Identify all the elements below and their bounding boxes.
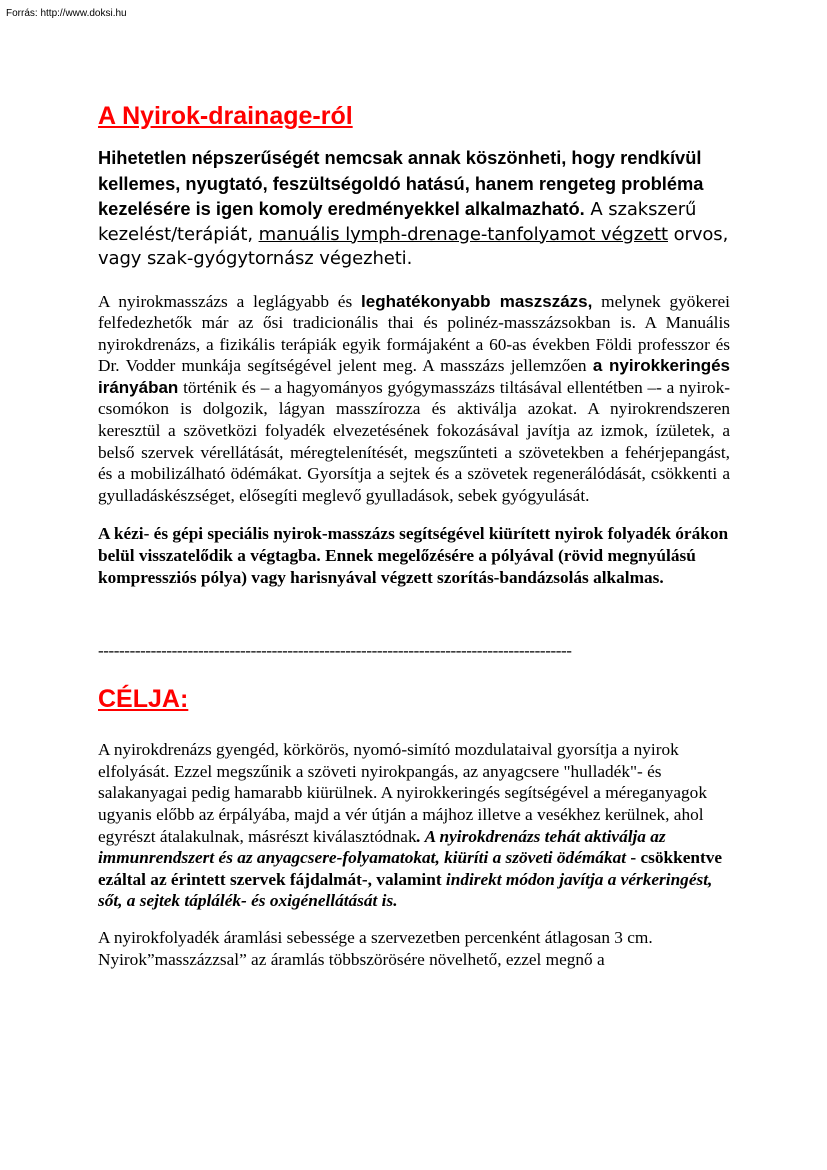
- para1-bold-2: a nyirokkeringés irányában: [98, 356, 730, 397]
- para3-bold-italic-1: . A nyirokdrenázs tehát aktiválja az immunrendszert és az anyagcsere-folyamatokat, kiüríti a szöveti ödémákat: [98, 826, 666, 868]
- section-title-celja: CÉLJA:: [98, 685, 189, 714]
- purpose-paragraph: [98, 739, 730, 912]
- intro-paragraph: [98, 146, 730, 272]
- para1-text-3: történik és – a hagyományos gyógymasszázs tiltásával ellentétben –- a nyirok-csomókon is dolgozik, lágyan masszírozza és aktiválja azokat. A nyirokrendszeren keresztül a szövetközi folyadék elvezetésének fokozásával javítja az izmok, ízületek, a belső szervek vérellátását, méregtelenítését, megszűnteti a szövetekben a fehérjepangást, és a mobilizálható ödémákat. Gyorsítja a sejtek és a szövetek regenerálódását, csökkenti a gyulladáskészséget, elősegíti meglevő gyulladások, sebek gyógyulását.: [98, 377, 730, 505]
- document-title: A Nyirok-drainage-ról: [98, 102, 353, 130]
- source-label: Forrás: http://www.doksi.hu: [6, 8, 127, 19]
- intro-text: A szakszerű kezelést/terápiát,: [98, 199, 697, 245]
- para1-text-2: melynek gyökerei felfedezhetők már az ősi tradicionális thai és polinéz-masszázsokban is. A Manuális nyirokdrenázs, a fizikális terápiák egyik formájaként a 60-as években Földi professzor és Dr. Vodder munkája segítségével jelent meg. A masszázs jellemzően: [98, 291, 730, 376]
- separator-line: ------------------------------------------------------------------------------------------: [98, 641, 572, 661]
- para1-bold-1: leghatékonyabb maszszázs,: [361, 291, 593, 311]
- para3-bold: - csökkentve ezáltal az érintett szervek fájdalmát-, valamint: [98, 848, 723, 889]
- intro-text-end: orvos, vagy szak-gyógytornász végezheti.: [98, 223, 729, 269]
- compression-paragraph: A kézi- és gépi speciális nyirok-masszázs segítségével kiürített nyirok folyadék órákon belül visszatelődik a végtagba. Ennek megelőzésére a pólyával (rövid megnyúlású kompressziós pólya) vagy harisnyával végzett szorítás-bandázsolás alkalmas.: [98, 524, 729, 587]
- massage-description-paragraph: [98, 291, 730, 507]
- flow-speed-paragraph: A nyirokfolyadék áramlási sebessége a szervezetben percenként átlagosan 3 cm. Nyirok”masszázzsal” az áramlás többszörösére növelhető, ezzel megnő a: [98, 927, 653, 969]
- para3-bold-italic-2: indirekt módon javítja a vérkeringést, sőt, a sejtek táplálék- és oxigénellátását is.: [98, 869, 713, 911]
- para1-text-1: A nyirokmasszázs a leglágyabb és: [98, 291, 362, 311]
- para3-text: A nyirokdrenázs gyengéd, körkörös, nyomó-simító mozdulataival gyorsítja a nyirok elfolyását. Ezzel megszűnik a szöveti nyirokpangás, az anyagcsere "hulladék"- és salakanyagai pedig hamarabb kiürülnek. A nyirokkeringés segítségével a méreganyagok ugyanis előbb az érpályába, majd a vér útján a májhoz illetve a vesékhez kerülnek, ahol egyrészt átalakulnak, másrészt kiválasztódnak: [98, 740, 707, 846]
- document-page: [98, 98, 730, 970]
- course-link[interactable]: manuális lymph-drenage-tanfolyamot végzett: [258, 223, 668, 245]
- intro-bold-text: Hihetetlen népszerűségét nemcsak annak köszönheti, hogy rendkívül kellemes, nyugtató, feszültségoldó hatású, hanem rengeteg probléma kezelésére is igen komoly eredményekkel alkalmazható.: [98, 147, 704, 219]
